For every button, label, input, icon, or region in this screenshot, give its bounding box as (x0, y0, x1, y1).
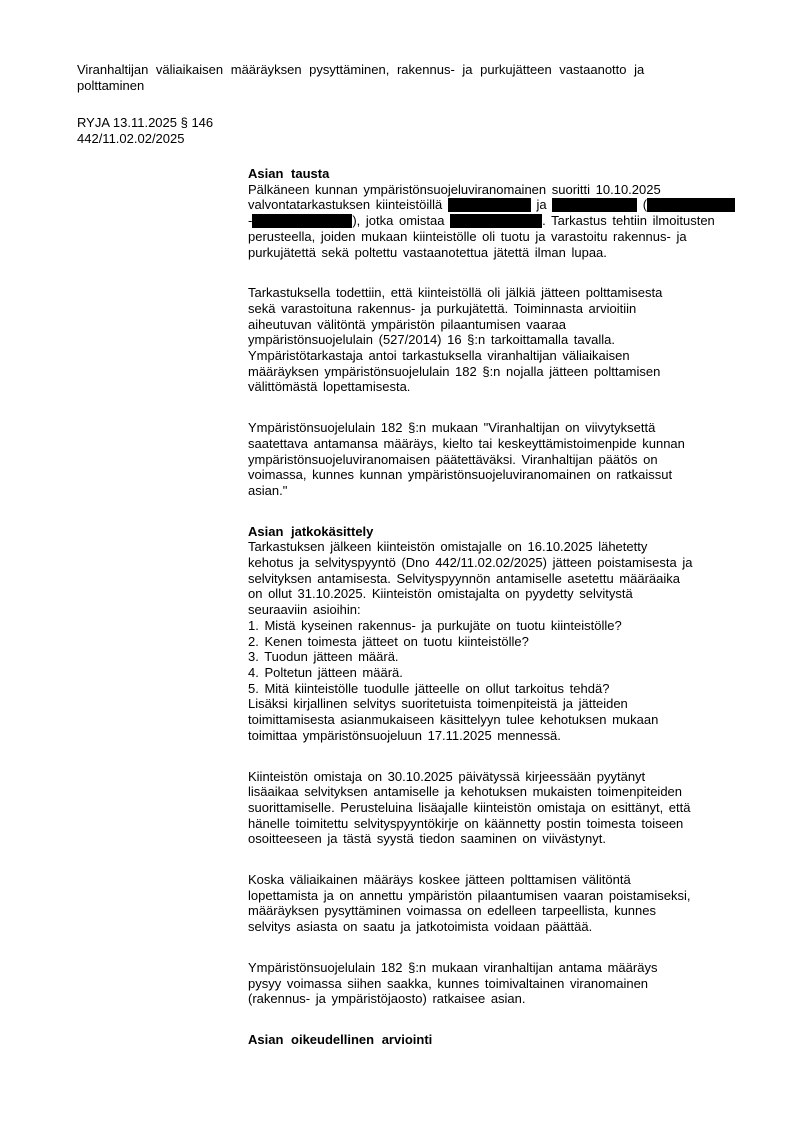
text-line: voimassa, kunnes kunnan ympäristönsuojeluviranomainen on ratkaissut (248, 467, 673, 483)
text-line: aiheutuvan välitöntä ympäristön pilaantumisen vaaraa (248, 316, 567, 332)
text-line: ympäristönsuojeluviranomaisen päätettäväksi. Viranhaltijan päätös on (248, 451, 658, 467)
text-line: valvontatarkastuksen kiinteistöillä ja ( (248, 197, 762, 213)
text-line: Tarkastuksella todettiin, että kiinteistöllä oli jälkiä jätteen polttamisesta (248, 285, 663, 301)
text-line: lisäaikaa selvityksen antamiselle ja kehotuksen mukaisten toimenpiteiden (248, 784, 683, 800)
redaction-box (552, 198, 637, 212)
text-line: Ympäristötarkastaja antoi tarkastuksella viranhaltijan väliaikaisen (248, 348, 630, 364)
text-line: hänelle toimitettu selvityspyyntökirje on käännetty postin toimesta toiseen (248, 815, 684, 831)
redaction-box (252, 214, 352, 228)
meeting-reference: RYJA 13.11.2025 § 146 (77, 115, 214, 130)
text-line: saatettava antamansa määräys, kielto tai keskeyttämistoimenpide kunnan (248, 435, 685, 451)
title-line-2: polttaminen (77, 78, 145, 93)
redaction-box (448, 198, 531, 212)
list-item: 2. Kenen toimesta jätteet on tuotu kiinteistölle? (248, 633, 529, 649)
text-line: Pälkäneen kunnan ympäristönsuojeluviranomainen suoritti 10.10.2025 (248, 181, 661, 197)
text-line: lopettamista ja on annettu ympäristön pilaantumisen vaaran poistamiseksi, (248, 887, 691, 903)
text-line: Lisäksi kirjallinen selvitys suoritetuista toimenpiteistä ja jätteiden (248, 696, 628, 712)
text-line: sekä varastoituna rakennus- ja purkujätettä. Toiminnasta arvioitiin (248, 300, 637, 316)
paragraph (248, 872, 762, 935)
text-line: määräyksen pysyttäminen voimassa on edelleen tarpeellista, kunnes (248, 903, 656, 919)
paragraph (248, 960, 762, 1007)
text-line: - ), jotka omistaa . Tarkastus tehtiin ilmoitusten (248, 213, 715, 229)
redaction-box (450, 214, 542, 228)
section-heading: Asian jatkokäsittely (248, 523, 374, 539)
text-line: toimittaa ympäristönsuojeluun 17.11.2025 mennessä. (248, 727, 561, 743)
list-item: 1. Mistä kyseinen rakennus- ja purkujäte on tuotu kiinteistölle? (248, 617, 622, 633)
list-item: 3. Tuodun jätteen määrä. (248, 649, 399, 665)
list-item: 4. Poltetun jätteen määrä. (248, 664, 403, 680)
text-line: toimittamisesta asianmukaiseen käsittelyyn tulee kehotuksen mukaan (248, 712, 659, 728)
paragraph (248, 182, 762, 261)
redaction-box (647, 198, 735, 212)
text-line: selvitys asiasta on saatu ja jatkotoimista voidaan päättää. (248, 919, 593, 935)
paragraph (248, 420, 762, 499)
document-header (77, 62, 693, 147)
text-line: määräyksen ympäristönsuojelulain 182 §:n nojalla jätteen polttamisen (248, 363, 661, 379)
numbered-list (248, 618, 762, 697)
document-body (248, 166, 762, 1048)
text-line: Tarkastuksen jälkeen kiinteistön omistajalle on 16.10.2025 lähetetty (248, 539, 648, 555)
text-line: perusteella, joiden mukaan kiinteistölle oli tuotu ja varastoitu rakennus- ja (248, 228, 687, 244)
diary-number: 442/11.02.02/2025 (77, 131, 185, 146)
paragraph (248, 539, 762, 618)
text-line: pysyy voimassa siihen saakka, kunnes toimivaltainen viranomainen (248, 975, 649, 991)
text-line: selvityksen antamisesta. Selvityspyynnön antamiselle asetettu määräaika (248, 570, 680, 586)
text-line: seuraaviin asioihin: (248, 602, 361, 618)
text-line: Ympäristönsuojelulain 182 §:n mukaan viranhaltijan antama määräys (248, 959, 658, 975)
section-heading: Asian oikeudellinen arviointi (248, 1031, 433, 1047)
text-line: Ympäristönsuojelulain 182 §:n mukaan "Viranhaltijan on viivytyksettä (248, 420, 656, 436)
paragraph (248, 696, 762, 743)
title-line-1: Viranhaltijan väliaikaisen määräyksen pysyttäminen, rakennus- ja purkujätteen vastaanotto ja (77, 62, 645, 77)
text-line: kehotus ja selvityspyyntö (Dno 442/11.02.02/2025) jätteen poistamisesta ja (248, 555, 693, 571)
text-line: välittömästä lopettamisesta. (248, 379, 411, 395)
list-item: 5. Mitä kiinteistölle tuodulle jätteelle on ollut tarkoitus tehdä? (248, 680, 610, 696)
text-line: on ollut 31.10.2025. Kiinteistön omistajalta on pyydetty selvitystä (248, 586, 633, 602)
text-line: purkujätettä sekä poltettu vastaanotettua jätettä ilman lupaa. (248, 244, 607, 260)
text-line: suorittamiselle. Perusteluina lisäajalle kiinteistön omistaja on esittänyt, että (248, 799, 691, 815)
document-title (77, 62, 693, 94)
text-line: ympäristönsuojelulain (527/2014) 16 §:n tarkoittamalla tavalla. (248, 332, 615, 348)
text-line: Kiinteistön omistaja on 30.10.2025 päivätyssä kirjeessään pyytänyt (248, 768, 646, 784)
text-line: (rakennus- ja ympäristöjaosto) ratkaisee asian. (248, 991, 526, 1007)
text-line: asian." (248, 482, 288, 498)
paragraph (248, 285, 762, 395)
text-line: Koska väliaikainen määräys koskee jätteen polttamisen välitöntä (248, 872, 631, 888)
paragraph (248, 769, 762, 848)
text-line: osoitteeseen ja tästä syystä tiedon saaminen on viivästynyt. (248, 831, 606, 847)
section-heading: Asian tausta (248, 166, 330, 181)
